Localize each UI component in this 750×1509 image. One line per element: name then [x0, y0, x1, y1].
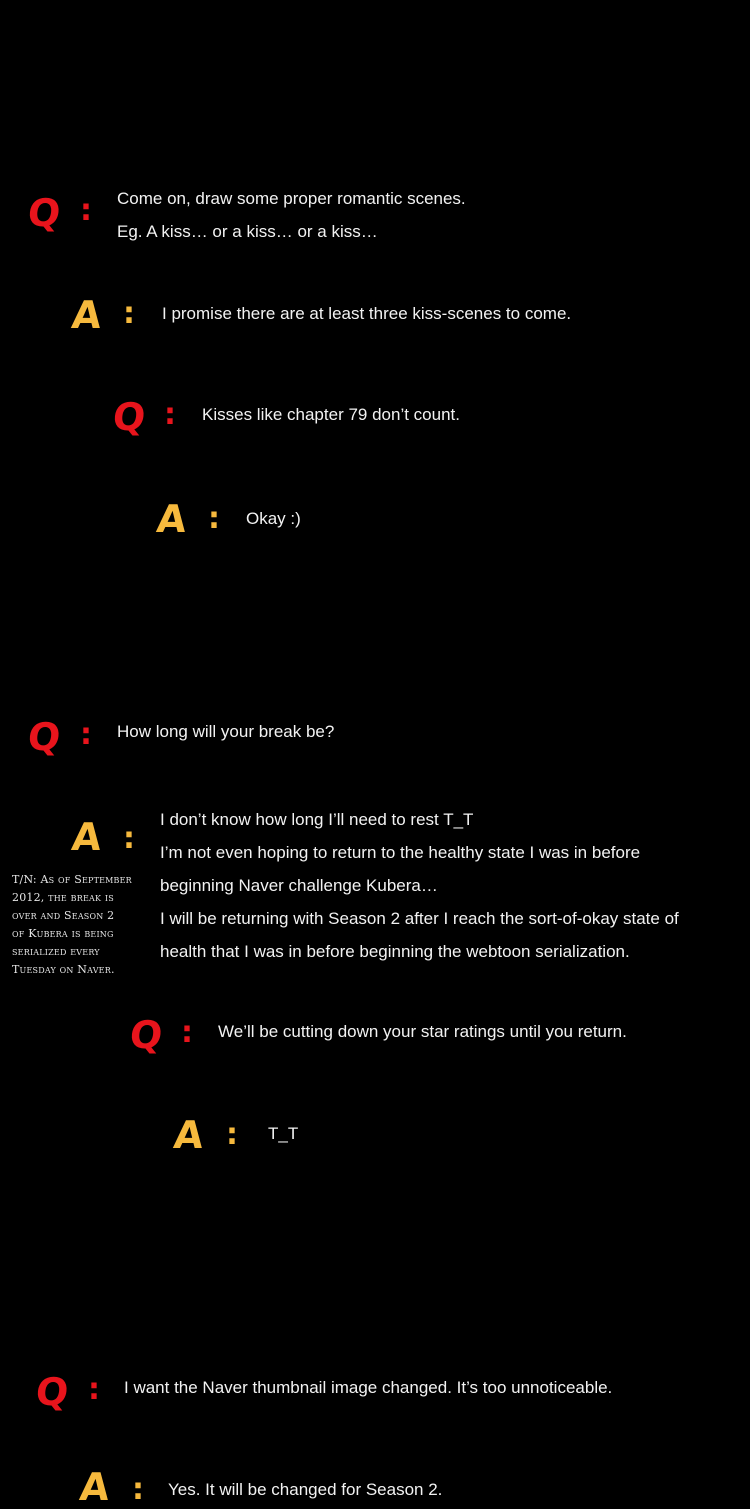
answer-marker: A: [171, 1113, 206, 1157]
question-colon: :: [164, 397, 176, 432]
question-colon: :: [80, 717, 92, 752]
question-text: [218, 1015, 627, 1048]
question-marker: Q: [127, 1013, 165, 1057]
text-line: I want the Naver thumbnail image changed. It’s too unnoticeable.: [124, 1378, 613, 1397]
answer-marker: A: [69, 815, 104, 859]
text-line: I will be returning with Season 2 after I reach the sort-of-okay state of: [160, 909, 679, 928]
text-line: beginning Naver challenge Kubera…: [160, 876, 438, 895]
text-line: How long will your break be?: [117, 722, 335, 741]
translator-note: [12, 871, 152, 979]
text-line: T_T: [268, 1124, 299, 1143]
answer-colon: :: [132, 1472, 144, 1507]
answer-marker: A: [77, 1465, 112, 1509]
question-colon: :: [181, 1015, 193, 1050]
text-line: Come on, draw some proper romantic scenes.: [117, 189, 466, 208]
answer-colon: :: [123, 296, 135, 331]
text-line: I don’t know how long I’ll need to rest T_T: [160, 810, 474, 829]
text-line: Okay :): [246, 509, 301, 528]
text-line: Yes. It will be changed for Season 2.: [168, 1480, 443, 1499]
note-line: Tuesday on Naver.: [12, 963, 115, 976]
answer-text: [246, 502, 301, 535]
answer-marker: A: [69, 293, 104, 337]
note-line: over and Season 2: [12, 909, 115, 922]
question-text: [124, 1371, 612, 1404]
text-line: I’m not even hoping to return to the healthy state I was in before: [160, 843, 641, 862]
answer-marker: A: [154, 497, 189, 541]
note-line: T/N: As of September: [12, 873, 132, 886]
text-line: Eg. A kiss… or a kiss… or a kiss…: [117, 222, 378, 241]
text-line: Kisses like chapter 79 don’t count.: [202, 405, 460, 424]
text-line: I promise there are at least three kiss-scenes to come.: [162, 304, 572, 323]
text-line: We’ll be cutting down your star ratings until you return.: [218, 1022, 627, 1041]
question-marker: Q: [25, 191, 63, 235]
note-line: 2012, the break is: [12, 891, 114, 904]
question-marker: Q: [25, 715, 63, 759]
question-text: [202, 398, 460, 431]
question-marker: Q: [33, 1370, 71, 1414]
question-marker: Q: [110, 395, 148, 439]
answer-colon: :: [123, 821, 135, 856]
answer-text: [160, 803, 679, 968]
question-text: [117, 715, 334, 748]
question-text: [117, 182, 466, 248]
answer-text: [162, 297, 571, 330]
answer-colon: :: [226, 1117, 238, 1152]
question-colon: :: [80, 193, 92, 228]
question-colon: :: [88, 1372, 100, 1407]
answer-colon: :: [208, 501, 220, 536]
note-line: serialized every: [12, 945, 100, 958]
answer-text: [268, 1117, 298, 1150]
text-line: health that I was in before beginning the webtoon serialization.: [160, 942, 630, 961]
note-line: of Kubera is being: [12, 927, 114, 940]
answer-text: [168, 1473, 442, 1506]
